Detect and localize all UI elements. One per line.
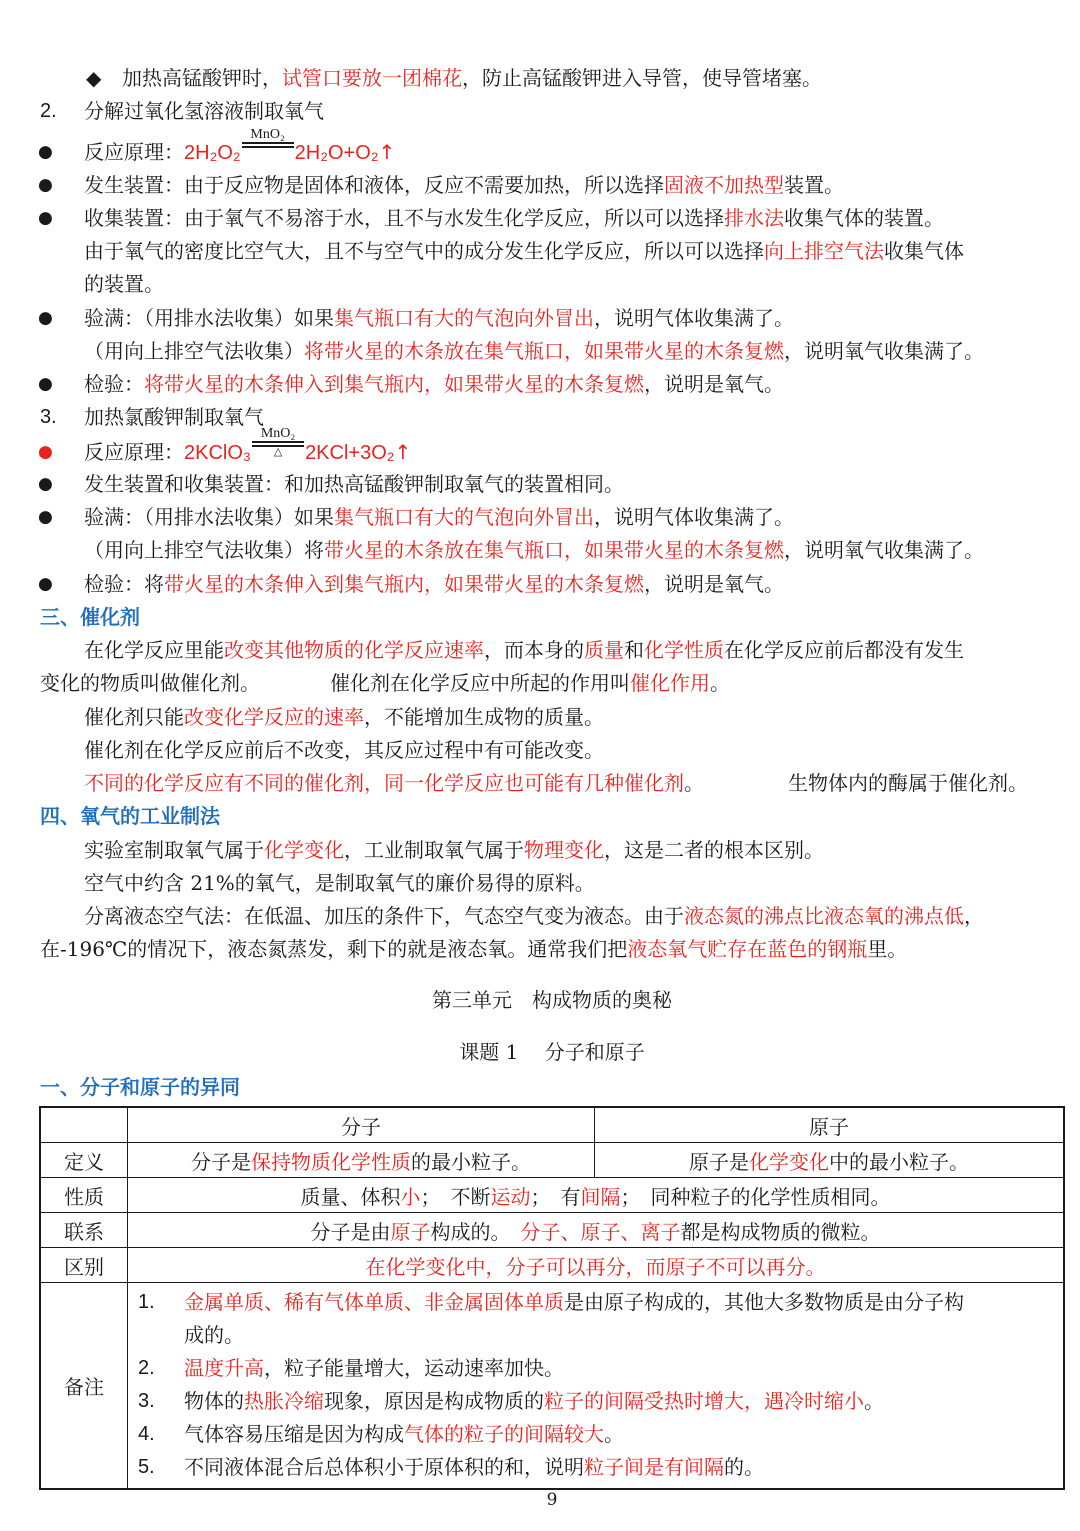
industrial-line-3: 分离液态空气法：在低温、加压的条件下，气态空气变为液态。由于液态氮的沸点比液态氧的沸点低， (84, 904, 984, 928)
definition-row: 定义 分子是保持物质化学性质的最小粒子。 原子是化学变化中的最小粒子。 (40, 1143, 1064, 1178)
lesson-title: 课题 1 分子和原子 (459, 1040, 645, 1064)
molecule-atom-heading: 一、分子和原子的异同 (40, 1075, 240, 1099)
catalyst-rate-line: 催化剂只能改变化学反应的速率，不能增加生成物的质量。 (84, 705, 604, 729)
page-number: 9 (546, 1490, 558, 1510)
product-formula: 2KCl+3O₂ (305, 442, 395, 464)
bullet-icon: ● (38, 574, 53, 594)
industrial-line-4: 在-196℃的情况下，液态氮蒸发，剩下的就是液态氧。通常我们把液态氧气贮存在蓝色的钢瓶里。 (40, 937, 908, 961)
industrial-line-2: 空气中约含 21%的氧气，是制取氧气的廉价易得的原料。 (84, 871, 595, 895)
diamond-bullet-icon: ◆ (86, 66, 102, 90)
kclo3-apparatus-line: ● 发生装置和收集装置：和加热高锰酸钾制取氧气的装置相同。 (0, 468, 1080, 501)
property-row: 性质 质量、体积小； 不断运动； 有间隔； 同种粒子的化学性质相同。 (40, 1178, 1064, 1213)
product-formula: 2H₂O+O₂ (294, 142, 379, 164)
h2o2-collection-line: ● 收集装置：由于氧气不易溶于水，且不与水发生化学反应，所以可以选择排水法收集气体的装置。 (0, 202, 1080, 235)
h2o2-collection-line-3: 的装置。 (84, 272, 164, 296)
section-2-heading: 2. 分解过氧化氢溶液制取氧气 (40, 99, 324, 123)
gas-up-arrow-icon: ↑ (378, 140, 396, 164)
bullet-icon: ● (38, 208, 53, 228)
reactant-formula: 2KClO₃ (184, 442, 252, 464)
catalyst-heading: 三、催化剂 (40, 605, 140, 629)
kclo3-full-check-line-2: （用向上排空气法收集）将带火星的木条放在集气瓶口，如果带火星的木条复燃，说明氧气收集满了。 (84, 538, 984, 562)
notes-row: 备注 1. 金属单质、稀有气体单质、非金属固体单质是由原子构成的，其他大多数物质是由分子构 成的。 2. 温度升高，粒子能量增大，运动速率加快。 3. 物体的热胀冷缩现象，原因是构成物质的粒子的间隔受热时增大，遇冷时缩小。 4. 气体容易压缩是因为构成气体的粒子的间隔较大。 5. 不同液体混合后总体积小于原体积的和，说明粒子间是有间隔的。 (40, 1283, 1064, 1490)
h2o2-collection-line-2: 由于氧气的密度比空气大，且不与空气中的成分发生化学反应，所以可以选择向上排空气法收集气体 (84, 239, 964, 263)
red-bullet-icon: ● (38, 442, 53, 462)
h2o2-reaction-line: ● 反应原理：2H₂O₂ MnO₂ 2H₂O+O₂↑ (0, 136, 1080, 169)
header-molecule: 分子 (128, 1107, 595, 1143)
industrial-line-1: 实验室制取氧气属于化学变化，工业制取氧气属于物理变化，这是二者的根本区别。 (84, 838, 824, 862)
difference-row: 区别 在化学变化中，分子可以再分，而原子不可以再分。 (40, 1248, 1064, 1283)
bullet-icon: ● (38, 308, 53, 328)
section-3-heading: 3. 加热氯酸钾制取氧气 (40, 405, 264, 429)
bullet-icon: ● (38, 474, 53, 494)
catalyst-equals: MnO₂ (242, 128, 294, 148)
h2o2-test-line: ● 检验：将带火星的木条伸入到集气瓶内，如果带火星的木条复燃，说明是氧气。 (0, 368, 1080, 401)
table-header-row (40, 1107, 1064, 1143)
note-4: 4. 气体容易压缩是因为构成气体的粒子的间隔较大。 (138, 1422, 624, 1446)
bullet-icon: ● (38, 175, 53, 195)
header-atom: 原子 (595, 1107, 1065, 1143)
heat-triangle-icon: △ (273, 446, 283, 458)
h2o2-generator-line: ● 发生装置：由于反应物是固体和液体，反应不需要加热，所以选择固液不加热型装置。 (0, 169, 1080, 202)
kclo3-test-line: ● 检验：将带火星的木条伸入到集气瓶内，如果带火星的木条复燃，说明是氧气。 (0, 568, 1080, 601)
bullet-icon: ● (38, 374, 53, 394)
h2o2-full-check-line: ● 验满：（用排水法收集）如果集气瓶口有大的气泡向外冒出，说明气体收集满了。 (0, 302, 1080, 335)
kclo3-full-check-line: ● 验满：（用排水法收集）如果集气瓶口有大的气泡向外冒出，说明气体收集满了。 (0, 501, 1080, 534)
h2o2-full-check-line-2: （用向上排空气法收集）将带火星的木条放在集气瓶口，如果带火星的木条复燃，说明氧气收集满了。 (84, 339, 984, 363)
bullet-icon: ● (38, 507, 53, 527)
note-1: 1. 金属单质、稀有气体单质、非金属固体单质是由原子构成的，其他大多数物质是由分子构 (138, 1290, 964, 1314)
catalyst-definition-line: 在化学反应里能改变其他物质的化学反应速率，而本身的质量和化学性质在化学反应前后都没有发生 (84, 638, 964, 662)
heating-note-line: ◆ 加热高锰酸钾时，试管口要放一团棉花，防止高锰酸钾进入导管，使导管堵塞。 (0, 62, 1080, 95)
catalyst-change-line: 催化剂在化学反应前后不改变，其反应过程中有可能改变。 (84, 738, 604, 762)
reactant-formula: 2H₂O₂ (184, 142, 241, 164)
catalyst-variety-line: 不同的化学反应有不同的催化剂，同一化学反应也可能有几种催化剂。 生物体内的酶属于催化剂。 (84, 771, 1028, 795)
relation-row: 联系 分子是由原子构成的。 分子、原子、离子都是构成物质的微粒。 (40, 1213, 1064, 1248)
note-2: 2. 温度升高，粒子能量增大，运动速率加快。 (138, 1356, 564, 1380)
unit-title: 第三单元 构成物质的奥秘 (432, 988, 672, 1012)
note-5: 5. 不同液体混合后总体积小于原体积的和，说明粒子间是有间隔的。 (138, 1455, 764, 1479)
gas-up-arrow-icon: ↑ (394, 440, 412, 464)
kclo3-reaction-line: ● 反应原理：2KClO₃ MnO₂ △ 2KCl+3O₂↑ (0, 436, 1080, 469)
catalyst-definition-line-2: 变化的物质叫做催化剂。 催化剂在化学反应中所起的作用叫催化作用。 (40, 671, 730, 695)
catalyst-heat-equals: MnO₂ △ (252, 427, 304, 458)
note-1-cont: 成的。 (184, 1323, 244, 1347)
industrial-heading: 四、氧气的工业制法 (40, 804, 220, 828)
bullet-icon: ● (38, 142, 53, 162)
note-3: 3. 物体的热胀冷缩现象，原因是构成物质的粒子的间隔受热时增大，遇冷时缩小。 (138, 1389, 884, 1413)
molecule-atom-table (39, 1106, 1065, 1490)
